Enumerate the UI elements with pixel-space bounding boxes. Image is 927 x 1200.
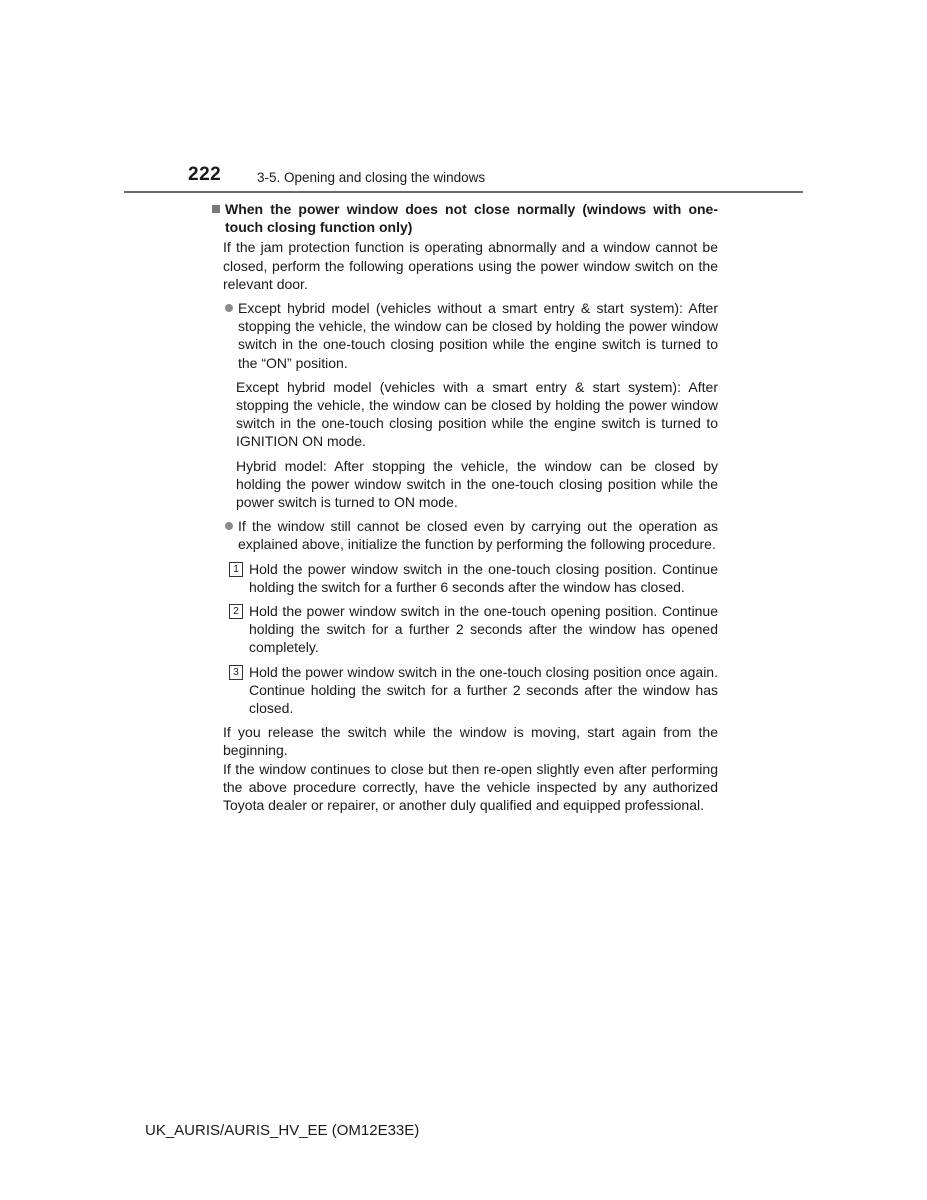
heading-text: When the power window does not close normally (windows with one-touch closing function only) bbox=[225, 201, 718, 236]
section-heading bbox=[210, 200, 718, 236]
step-item bbox=[229, 663, 718, 718]
sub-paragraph: Hybrid model: After stopping the vehicle, the window can be closed by holding the power window switch in the one-touch closing position while the power switch is turned to ON mode. bbox=[236, 457, 718, 511]
square-bullet-icon bbox=[212, 205, 220, 213]
note-paragraph: If you release the switch while the window is moving, start again from the beginning. bbox=[223, 724, 718, 759]
step-number-box: 1 bbox=[229, 562, 243, 577]
content-body bbox=[210, 200, 718, 814]
step-text: Hold the power window switch in the one-touch closing position once again. Continue holding the switch for a further 2 seconds after the window has closed. bbox=[249, 663, 718, 717]
intro-paragraph: If the jam protection function is operating abnormally and a window cannot be closed, perform the following operations using the power window switch on the relevant door. bbox=[223, 239, 718, 292]
circle-bullet-icon bbox=[225, 522, 233, 530]
step-item bbox=[229, 560, 718, 596]
step-text: Hold the power window switch in the one-touch opening position. Continue holding the switch for a further 2 seconds after the window has opened completely. bbox=[249, 603, 718, 656]
section-title: 3-5. Opening and closing the windows bbox=[257, 170, 486, 185]
bullet-item bbox=[223, 299, 718, 372]
bullet-item bbox=[223, 517, 718, 553]
bullet-text: Except hybrid model (vehicles without a smart entry & start system): After stopping the vehicle, the window can be closed by holding the power window switch in the one-touch closing position while the engine switch is turned to the “ON” position. bbox=[238, 300, 718, 371]
sub-paragraph: Except hybrid model (vehicles with a smart entry & start system): After stopping the vehicle, the window can be closed by holding the power window switch in the one-touch closing position while the engine switch is turned to IGNITION ON mode. bbox=[236, 378, 718, 450]
bullet-text: If the window still cannot be closed even by carrying out the operation as explained above, initialize the function by performing the following procedure. bbox=[238, 518, 718, 553]
step-text: Hold the power window switch in the one-touch closing position. Continue holding the switch for a further 6 seconds after the window has closed. bbox=[249, 560, 718, 595]
page-number: 222 bbox=[188, 164, 222, 185]
header-rule bbox=[124, 191, 803, 193]
footer-code: UK_AURIS/AURIS_HV_EE (OM12E33E) bbox=[145, 1122, 420, 1139]
step-item bbox=[229, 602, 718, 657]
note-paragraph: If the window continues to close but then re-open slightly even after performing the above procedure correctly, have the vehicle inspected by any authorized Toyota dealer or repairer, or another duly qualified and equipped professional. bbox=[223, 760, 718, 814]
circle-bullet-icon bbox=[225, 304, 233, 312]
step-number-box: 2 bbox=[229, 604, 243, 619]
step-number-box: 3 bbox=[229, 665, 243, 680]
